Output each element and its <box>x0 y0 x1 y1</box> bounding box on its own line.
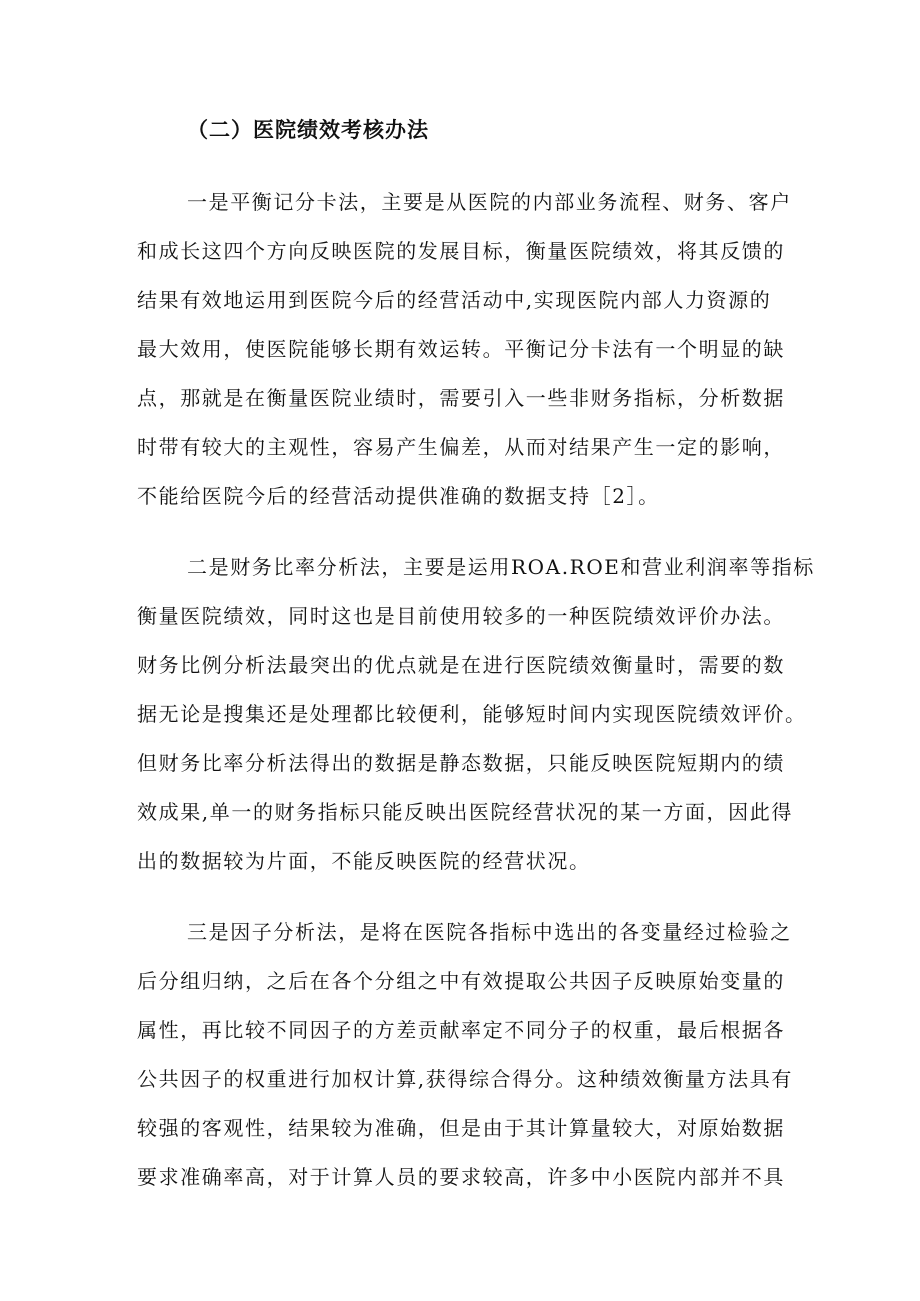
text-line: 据无论是搜集还是处理都比较便利，能够短时间内实现医院绩效评价。 <box>137 702 807 726</box>
text-line: 衡量医院绩效，同时这也是目前使用较多的一种医院绩效评价办法。 <box>137 604 785 628</box>
text-line: 最大效用，使医院能够长期有效运转。平衡记分卡法有一个明显的缺 <box>137 337 785 361</box>
section-heading: （二）医院绩效考核办法 <box>187 118 429 142</box>
text-line: 效成果,单一的财务指标只能反映出医院经营状况的某一方面，因此得 <box>137 800 793 824</box>
text-line: 结果有效地运用到医院今后的经营活动中,实现医院内部人力资源的 <box>137 288 772 312</box>
text-line: 不能给医院今后的经营活动提供准确的数据支持［2］。 <box>137 484 660 508</box>
text-line: 点，那就是在衡量医院业绩时，需要引入一些非财务指标，分析数据 <box>137 386 785 410</box>
text-line: 财务比例分析法最突出的优点就是在进行医院绩效衡量时，需要的数 <box>137 653 785 677</box>
text-line: 二是财务比率分析法，主要是运用ROA.ROE和营业利润率等指标 <box>187 555 815 579</box>
text-line: 后分组归纳，之后在各个分组之中有效提取公共因子反映原始变量的 <box>137 969 785 993</box>
text-line: 但财务比率分析法得出的数据是静态数据，只能反映医院短期内的绩 <box>137 751 785 775</box>
text-line: 和成长这四个方向反映医院的发展目标，衡量医院绩效，将其反馈的 <box>137 239 785 263</box>
text-line: 要求准确率高，对于计算人员的要求较高，许多中小医院内部并不具 <box>137 1165 785 1189</box>
text-line: 出的数据较为片面，不能反映医院的经营状况。 <box>137 849 591 873</box>
text-line: 时带有较大的主观性，容易产生偏差，从而对结果产生一定的影响， <box>137 435 785 459</box>
text-line: 较强的客观性，结果较为准确，但是由于其计算量较大，对原始数据 <box>137 1116 785 1140</box>
text-line: 一是平衡记分卡法，主要是从医院的内部业务流程、财务、客户 <box>187 190 792 214</box>
text-line: 公共因子的权重进行加权计算,获得综合得分。这种绩效衡量方法具有 <box>137 1067 793 1091</box>
text-line: 三是因子分析法，是将在医院各指标中选出的各变量经过检验之 <box>187 920 792 944</box>
text-line: 属性，再比较不同因子的方差贡献率定不同分子的权重，最后根据各 <box>137 1018 785 1042</box>
